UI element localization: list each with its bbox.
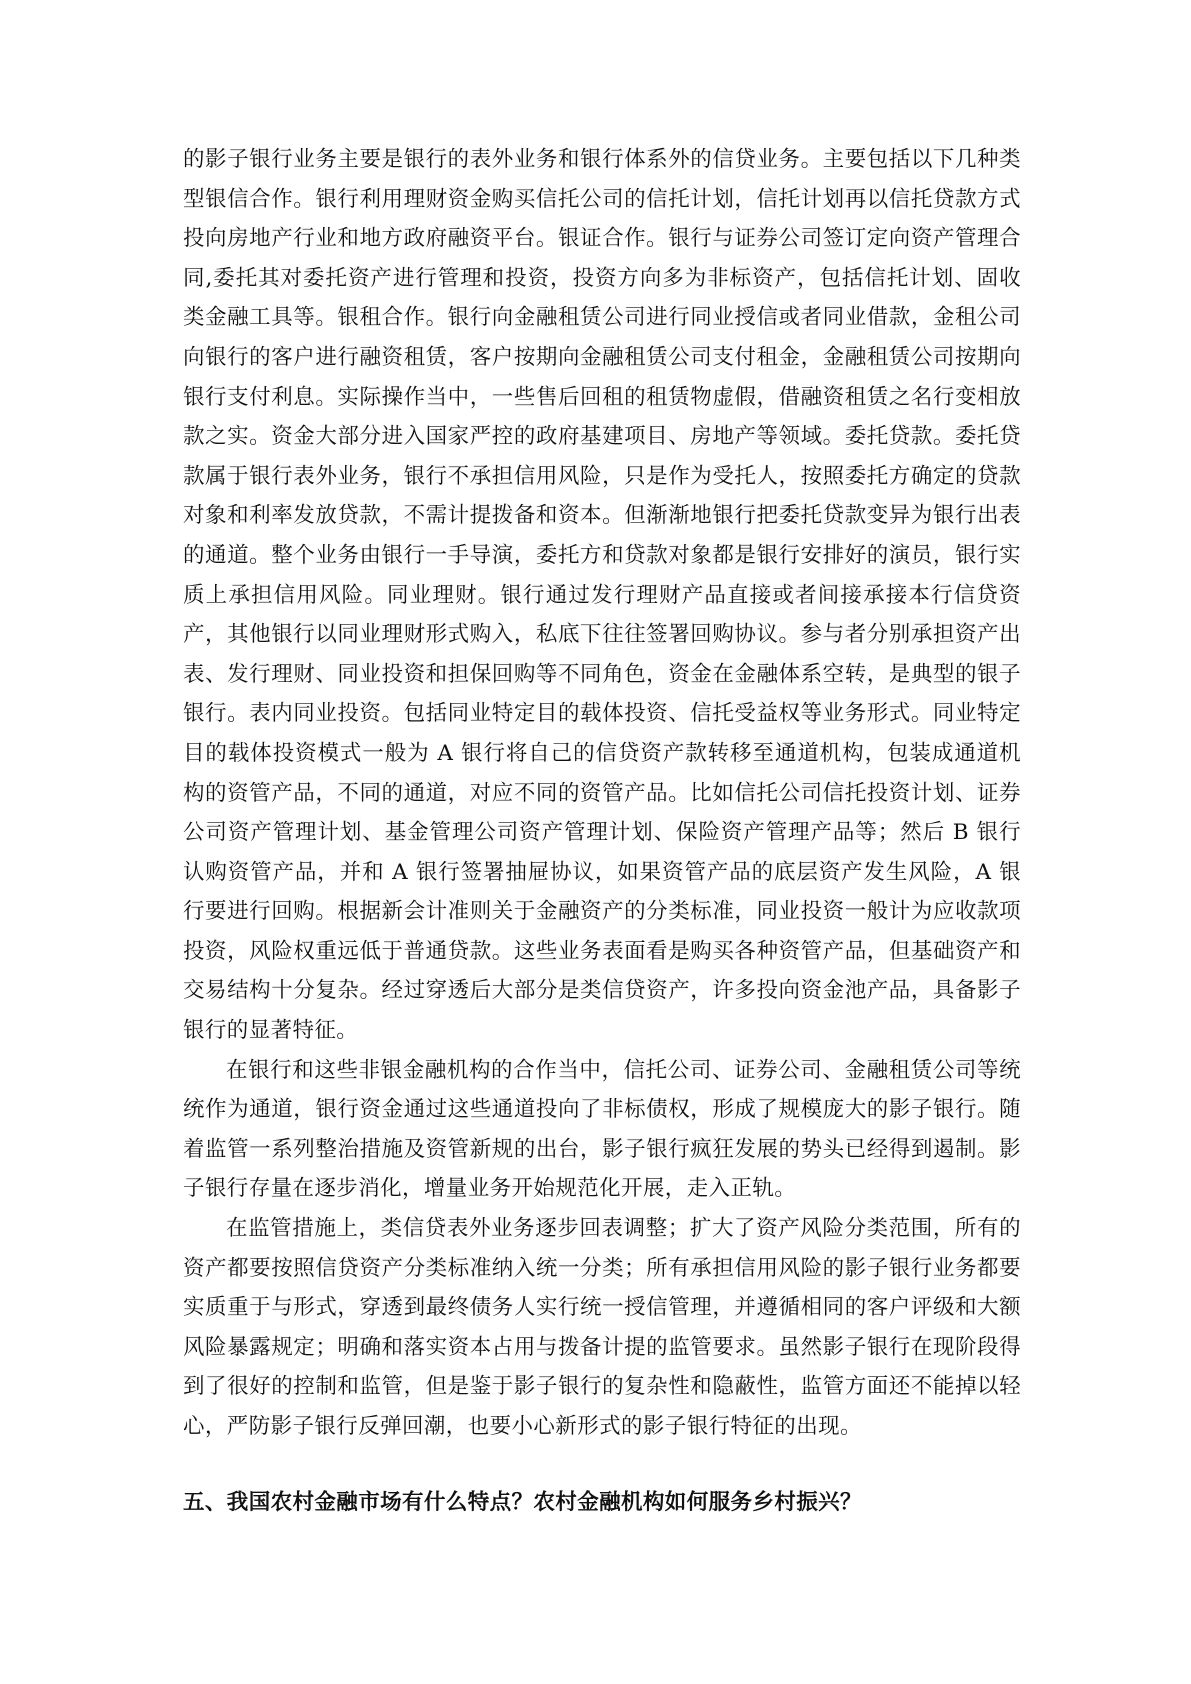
document-page (183, 140, 1021, 1522)
body-paragraph-2: 在银行和这些非银金融机构的合作当中，信托公司、证券公司、金融租赁公司等统统作为通道，银行资金通过这些通道投向了非标债权，形成了规模庞大的影子银行。随着监管一系列整治措施及资管新规的出台，影子银行疯狂发展的势头已经得到遏制。影子银行存量在逐步消化，增量业务开始规范化开展，走入正轨。 (183, 1057, 1021, 1202)
body-paragraph-1: 的影子银行业务主要是银行的表外业务和银行体系外的信贷业务。主要包括以下几种类型银信合作。银行利用理财资金购买信托公司的信托计划，信托计划再以信托贷款方式投向房地产行业和地方政府融资平台。银证合作。银行与证券公司签订定向资产管理合同,委托其对委托资产进行管理和投资，投资方向多为非标资产，包括信托计划、固收类金融工具等。银租合作。银行向金融租赁公司进行同业授信或者同业借款，金租公司向银行的客户进行融资租赁，客户按期向金融租赁公司支付租金，金融租赁公司按期向银行支付利息。实际操作当中，一些售后回租的租赁物虚假，借融资租赁之名行变相放款之实。资金大部分进入国家严控的政府基建项目、房地产等领域。委托贷款。委托贷款属于银行表外业务，银行不承担信用风险，只是作为受托人，按照委托方确定的贷款对象和利率发放贷款，不需计提拨备和资本。但渐渐地银行把委托贷款变异为银行出表的通道。整个业务由银行一手导演，委托方和贷款对象都是银行安排好的演员，银行实质上承担信用风险。同业理财。银行通过发行理财产品直接或者间接承接本行信贷资产，其他银行以同业理财形式购入，私底下往往签署回购协议。参与者分别承担资产出表、发行理财、同业投资和担保回购等不同角色，资金在金融体系空转，是典型的银子银行。表内同业投资。包括同业特定目的载体投资、信托受益权等业务形式。同业特定目的载体投资模式一般为 A 银行将自己的信贷资产款转移至通道机构，包装成通道机构的资管产品，不同的通道，对应不同的资管产品。比如信托公司信托投资计划、证券公司资产管理计划、基金管理公司资产管理计划、保险资产管理产品等；然后 B 银行认购资管产品，并和 A 银行签署抽屉协议，如果资管产品的底层资产发生风险，A 银行要进行回购。根据新会计准则关于金融资产的分类标准，同业投资一般计为应收款项投资，风险权重远低于普通贷款。这些业务表面看是购买各种资管产品，但基础资产和交易结构十分复杂。经过穿透后大部分是类信贷资产，许多投向资金池产品，具备影子银行的显著特征。 (183, 147, 1021, 1044)
section-heading: 五、我国农村金融市场有什么特点？农村金融机构如何服务乡村振兴？ (183, 1489, 862, 1515)
body-paragraph-3: 在监管措施上，类信贷表外业务逐步回表调整；扩大了资产风险分类范围，所有的资产都要按照信贷资产分类标准纳入统一分类；所有承担信用风险的影子银行业务都要实质重于与形式，穿透到最终债务人实行统一授信管理，并遵循相同的客户评级和大额风险暴露规定；明确和落实资本占用与拨备计提的监管要求。虽然影子银行在现阶段得到了很好的控制和监管，但是鉴于影子银行的复杂性和隐蔽性，监管方面还不能掉以轻心，严防影子银行反弹回潮，也要小心新形式的影子银行特征的出现。 (183, 1216, 1021, 1439)
